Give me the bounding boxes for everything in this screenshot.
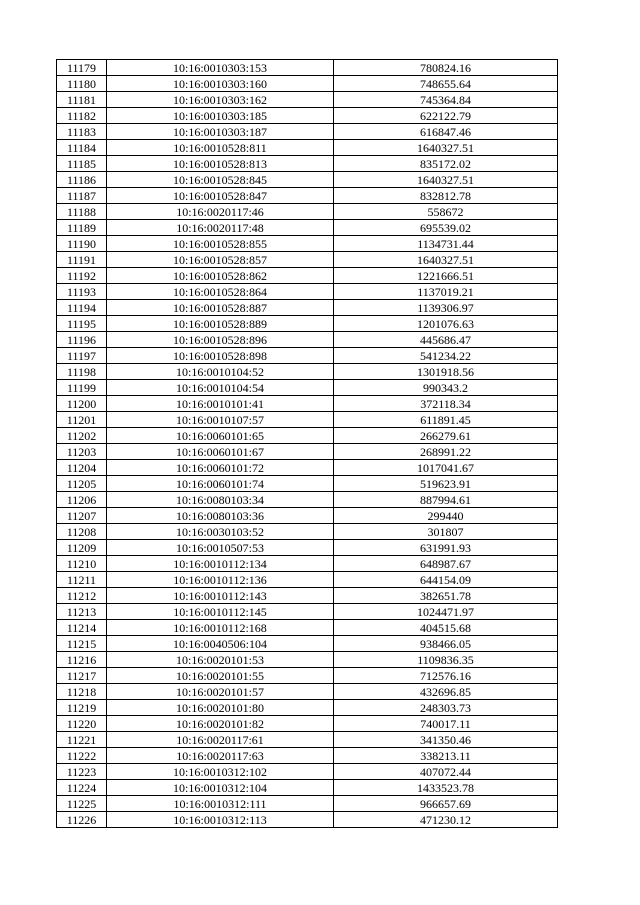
row-number-cell: 11204	[57, 460, 107, 476]
table-row	[57, 748, 558, 764]
row-number-cell: 11187	[57, 188, 107, 204]
cadastral-number-cell: 10:16:0010528:855	[107, 236, 334, 252]
row-number-cell: 11215	[57, 636, 107, 652]
value-cell: 299440	[334, 508, 558, 524]
table-row	[57, 140, 558, 156]
row-number-cell: 11213	[57, 604, 107, 620]
value-cell: 616847.46	[334, 124, 558, 140]
row-number-cell: 11202	[57, 428, 107, 444]
cadastral-number-cell: 10:16:0010112:143	[107, 588, 334, 604]
row-number-cell: 11216	[57, 652, 107, 668]
value-cell: 938466.05	[334, 636, 558, 652]
table-row	[57, 684, 558, 700]
value-cell: 1017041.67	[334, 460, 558, 476]
value-cell: 695539.02	[334, 220, 558, 236]
value-cell: 622122.79	[334, 108, 558, 124]
table-row	[57, 540, 558, 556]
row-number-cell: 11218	[57, 684, 107, 700]
row-number-cell: 11196	[57, 332, 107, 348]
value-cell: 644154.09	[334, 572, 558, 588]
value-cell: 338213.11	[334, 748, 558, 764]
value-cell: 382651.78	[334, 588, 558, 604]
cadastral-number-cell: 10:16:0060101:65	[107, 428, 334, 444]
table-row	[57, 348, 558, 364]
row-number-cell: 11200	[57, 396, 107, 412]
table-row	[57, 444, 558, 460]
value-cell: 372118.34	[334, 396, 558, 412]
value-cell: 1301918.56	[334, 364, 558, 380]
row-number-cell: 11189	[57, 220, 107, 236]
table-row	[57, 396, 558, 412]
table-row	[57, 220, 558, 236]
table-row	[57, 268, 558, 284]
table-row	[57, 300, 558, 316]
table-row	[57, 316, 558, 332]
table-row	[57, 588, 558, 604]
cadastral-number-cell: 10:16:0010303:187	[107, 124, 334, 140]
table-row	[57, 764, 558, 780]
cadastral-number-cell: 10:16:0010112:168	[107, 620, 334, 636]
row-number-cell: 11219	[57, 700, 107, 716]
row-number-cell: 11181	[57, 92, 107, 108]
value-cell: 712576.16	[334, 668, 558, 684]
cadastral-number-cell: 10:16:0010507:53	[107, 540, 334, 556]
value-cell: 432696.85	[334, 684, 558, 700]
table-row	[57, 284, 558, 300]
row-number-cell: 11184	[57, 140, 107, 156]
value-cell: 1139306.97	[334, 300, 558, 316]
row-number-cell: 11208	[57, 524, 107, 540]
table-row	[57, 732, 558, 748]
table-row	[57, 812, 558, 828]
cadastral-number-cell: 10:16:0020101:57	[107, 684, 334, 700]
data-table	[56, 59, 558, 828]
row-number-cell: 11185	[57, 156, 107, 172]
row-number-cell: 11193	[57, 284, 107, 300]
table-row	[57, 556, 558, 572]
table-row	[57, 236, 558, 252]
cadastral-number-cell: 10:16:0080103:36	[107, 508, 334, 524]
cadastral-number-cell: 10:16:0010112:134	[107, 556, 334, 572]
cadastral-number-cell: 10:16:0010312:111	[107, 796, 334, 812]
table-row	[57, 172, 558, 188]
row-number-cell: 11207	[57, 508, 107, 524]
cadastral-number-cell: 10:16:0010303:162	[107, 92, 334, 108]
row-number-cell: 11212	[57, 588, 107, 604]
value-cell: 648987.67	[334, 556, 558, 572]
table-row	[57, 108, 558, 124]
cadastral-number-cell: 10:16:0010528:889	[107, 316, 334, 332]
value-cell: 1640327.51	[334, 140, 558, 156]
row-number-cell: 11223	[57, 764, 107, 780]
cadastral-number-cell: 10:16:0020117:46	[107, 204, 334, 220]
value-cell: 1201076.63	[334, 316, 558, 332]
value-cell: 404515.68	[334, 620, 558, 636]
table-row	[57, 380, 558, 396]
cadastral-number-cell: 10:16:0010303:160	[107, 76, 334, 92]
cadastral-number-cell: 10:16:0020101:53	[107, 652, 334, 668]
row-number-cell: 11194	[57, 300, 107, 316]
value-cell: 471230.12	[334, 812, 558, 828]
table-row	[57, 188, 558, 204]
cadastral-number-cell: 10:16:0010303:153	[107, 60, 334, 76]
table-row	[57, 124, 558, 140]
value-cell: 740017.11	[334, 716, 558, 732]
cadastral-number-cell: 10:16:0020101:82	[107, 716, 334, 732]
table-row	[57, 604, 558, 620]
cadastral-number-cell: 10:16:0010528:857	[107, 252, 334, 268]
cadastral-number-cell: 10:16:0010528:847	[107, 188, 334, 204]
value-cell: 1109836.35	[334, 652, 558, 668]
value-cell: 748655.64	[334, 76, 558, 92]
value-cell: 248303.73	[334, 700, 558, 716]
cadastral-number-cell: 10:16:0040506:104	[107, 636, 334, 652]
cadastral-number-cell: 10:16:0020101:55	[107, 668, 334, 684]
row-number-cell: 11186	[57, 172, 107, 188]
row-number-cell: 11197	[57, 348, 107, 364]
table-row	[57, 524, 558, 540]
value-cell: 266279.61	[334, 428, 558, 444]
value-cell: 1640327.51	[334, 252, 558, 268]
cadastral-number-cell: 10:16:0020101:80	[107, 700, 334, 716]
value-cell: 631991.93	[334, 540, 558, 556]
table-body	[57, 60, 558, 828]
cadastral-number-cell: 10:16:0060101:74	[107, 476, 334, 492]
row-number-cell: 11210	[57, 556, 107, 572]
cadastral-number-cell: 10:16:0010112:136	[107, 572, 334, 588]
cadastral-number-cell: 10:16:0010528:898	[107, 348, 334, 364]
table-row	[57, 412, 558, 428]
table-row	[57, 476, 558, 492]
cadastral-number-cell: 10:16:0010303:185	[107, 108, 334, 124]
table-row	[57, 204, 558, 220]
table-row	[57, 92, 558, 108]
cadastral-number-cell: 10:16:0010528:896	[107, 332, 334, 348]
row-number-cell: 11182	[57, 108, 107, 124]
row-number-cell: 11191	[57, 252, 107, 268]
value-cell: 1221666.51	[334, 268, 558, 284]
cadastral-number-cell: 10:16:0010312:102	[107, 764, 334, 780]
value-cell: 1024471.97	[334, 604, 558, 620]
value-cell: 445686.47	[334, 332, 558, 348]
row-number-cell: 11221	[57, 732, 107, 748]
table-row	[57, 652, 558, 668]
table-row	[57, 620, 558, 636]
row-number-cell: 11209	[57, 540, 107, 556]
cadastral-number-cell: 10:16:0020117:63	[107, 748, 334, 764]
row-number-cell: 11183	[57, 124, 107, 140]
table-row	[57, 572, 558, 588]
cadastral-number-cell: 10:16:0010528:813	[107, 156, 334, 172]
row-number-cell: 11206	[57, 492, 107, 508]
cadastral-number-cell: 10:16:0010528:845	[107, 172, 334, 188]
value-cell: 407072.44	[334, 764, 558, 780]
row-number-cell: 11195	[57, 316, 107, 332]
table-row	[57, 332, 558, 348]
table-row	[57, 60, 558, 76]
table-row	[57, 364, 558, 380]
cadastral-number-cell: 10:16:0010528:811	[107, 140, 334, 156]
table-row	[57, 668, 558, 684]
table-row	[57, 716, 558, 732]
value-cell: 990343.2	[334, 380, 558, 396]
value-cell: 341350.46	[334, 732, 558, 748]
table-row	[57, 796, 558, 812]
cadastral-number-cell: 10:16:0030103:52	[107, 524, 334, 540]
value-cell: 966657.69	[334, 796, 558, 812]
row-number-cell: 11224	[57, 780, 107, 796]
table-row	[57, 492, 558, 508]
value-cell: 1134731.44	[334, 236, 558, 252]
table-row	[57, 460, 558, 476]
value-cell: 1640327.51	[334, 172, 558, 188]
cadastral-number-cell: 10:16:0010101:41	[107, 396, 334, 412]
table-row	[57, 428, 558, 444]
cadastral-number-cell: 10:16:0060101:72	[107, 460, 334, 476]
cadastral-number-cell: 10:16:0010104:52	[107, 364, 334, 380]
value-cell: 558672	[334, 204, 558, 220]
table-row	[57, 780, 558, 796]
value-cell: 541234.22	[334, 348, 558, 364]
value-cell: 887994.61	[334, 492, 558, 508]
row-number-cell: 11217	[57, 668, 107, 684]
row-number-cell: 11198	[57, 364, 107, 380]
cadastral-number-cell: 10:16:0010528:887	[107, 300, 334, 316]
value-cell: 745364.84	[334, 92, 558, 108]
value-cell: 832812.78	[334, 188, 558, 204]
row-number-cell: 11222	[57, 748, 107, 764]
row-number-cell: 11214	[57, 620, 107, 636]
value-cell: 780824.16	[334, 60, 558, 76]
cadastral-number-cell: 10:16:0060101:67	[107, 444, 334, 460]
cadastral-number-cell: 10:16:0010528:864	[107, 284, 334, 300]
cadastral-number-cell: 10:16:0010104:54	[107, 380, 334, 396]
row-number-cell: 11199	[57, 380, 107, 396]
table-row	[57, 252, 558, 268]
value-cell: 1137019.21	[334, 284, 558, 300]
cadastral-number-cell: 10:16:0020117:61	[107, 732, 334, 748]
value-cell: 301807	[334, 524, 558, 540]
value-cell: 611891.45	[334, 412, 558, 428]
row-number-cell: 11225	[57, 796, 107, 812]
row-number-cell: 11179	[57, 60, 107, 76]
cadastral-number-cell: 10:16:0010107:57	[107, 412, 334, 428]
table-row	[57, 700, 558, 716]
row-number-cell: 11188	[57, 204, 107, 220]
row-number-cell: 11180	[57, 76, 107, 92]
cadastral-number-cell: 10:16:0010528:862	[107, 268, 334, 284]
value-cell: 835172.02	[334, 156, 558, 172]
row-number-cell: 11205	[57, 476, 107, 492]
cadastral-number-cell: 10:16:0020117:48	[107, 220, 334, 236]
row-number-cell: 11226	[57, 812, 107, 828]
row-number-cell: 11192	[57, 268, 107, 284]
value-cell: 519623.91	[334, 476, 558, 492]
table-row	[57, 636, 558, 652]
cadastral-number-cell: 10:16:0080103:34	[107, 492, 334, 508]
table-row	[57, 508, 558, 524]
value-cell: 1433523.78	[334, 780, 558, 796]
table-row	[57, 76, 558, 92]
cadastral-number-cell: 10:16:0010112:145	[107, 604, 334, 620]
row-number-cell: 11201	[57, 412, 107, 428]
row-number-cell: 11190	[57, 236, 107, 252]
row-number-cell: 11220	[57, 716, 107, 732]
row-number-cell: 11203	[57, 444, 107, 460]
row-number-cell: 11211	[57, 572, 107, 588]
cadastral-number-cell: 10:16:0010312:113	[107, 812, 334, 828]
cadastral-number-cell: 10:16:0010312:104	[107, 780, 334, 796]
table-row	[57, 156, 558, 172]
value-cell: 268991.22	[334, 444, 558, 460]
